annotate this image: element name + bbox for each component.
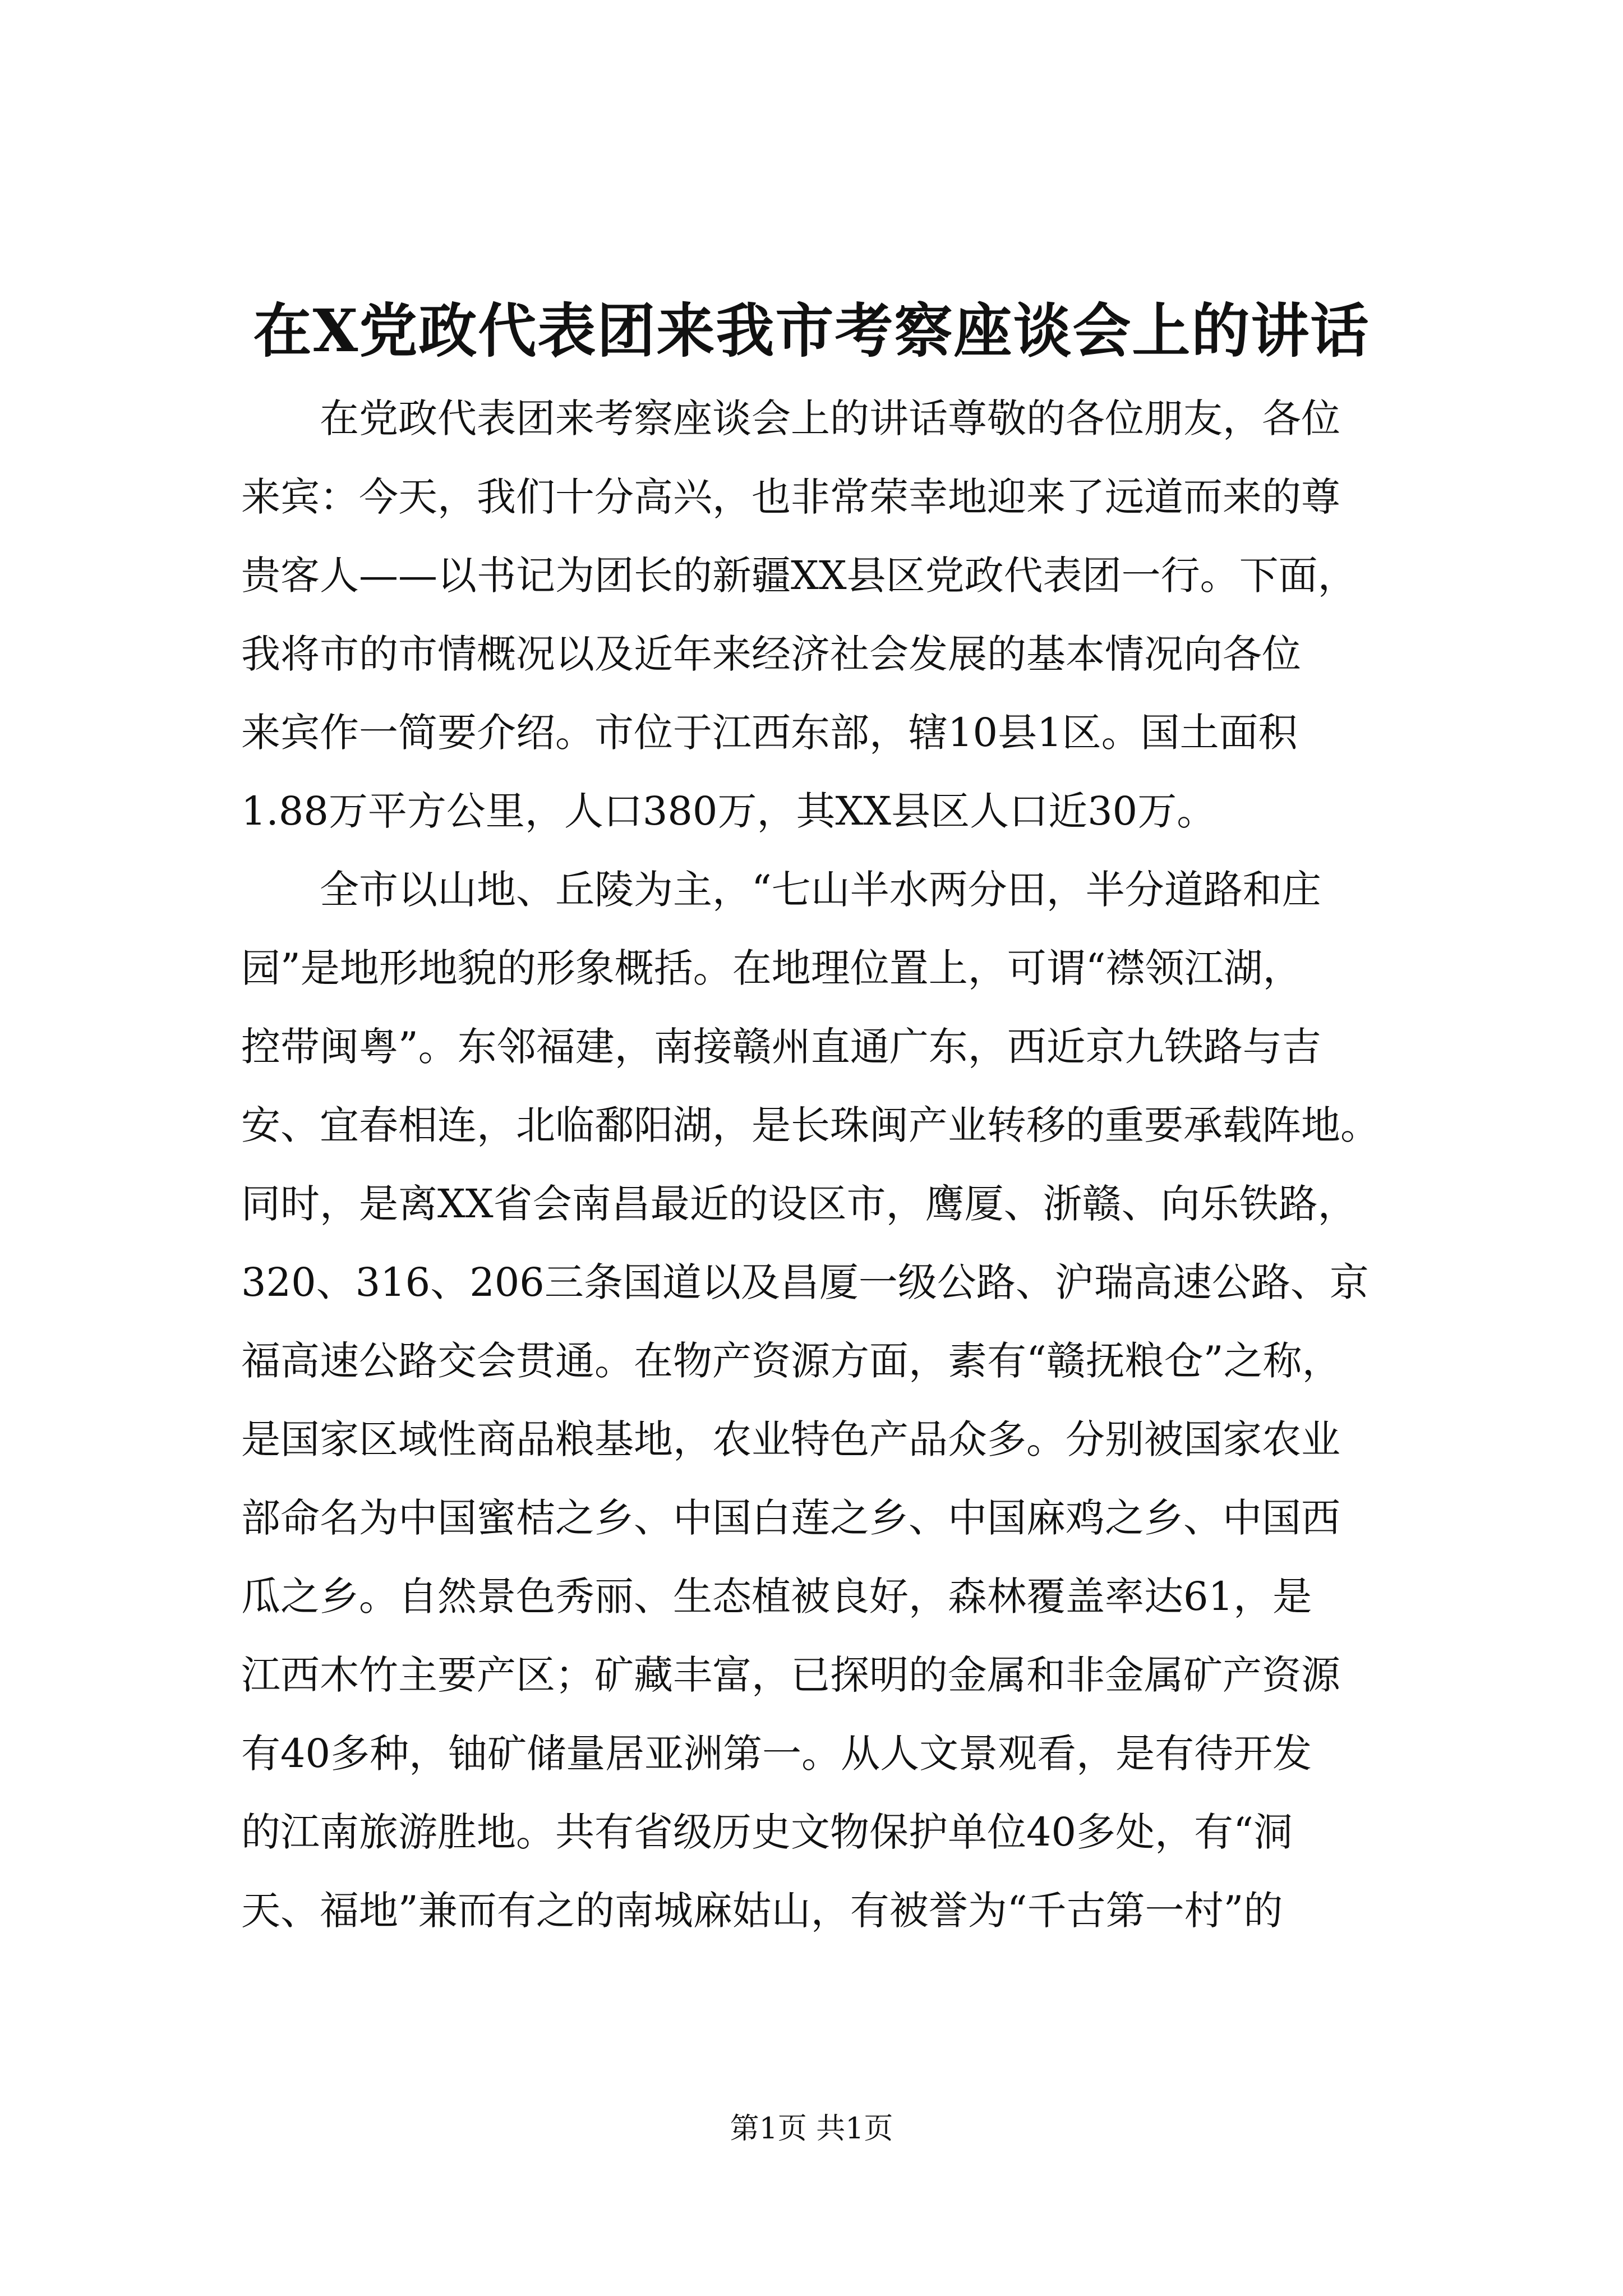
text-line: 安、宜春相连，北临鄱阳湖，是长珠闽产业转移的重要承载阵地。 bbox=[241, 1102, 1380, 1148]
text-line: 同时，是离XX省会南昌最近的设区市，鹰厦、浙赣、向乐铁路， bbox=[241, 1181, 1357, 1227]
text-line: 在党政代表团来考察座谈会上的讲话尊敬的各位朋友，各位 bbox=[241, 395, 1340, 441]
text-line: 福高速公路交会贯通。在物产资源方面，素有“赣抚粮仓”之称， bbox=[241, 1338, 1341, 1384]
text-line: 我将市的市情概况以及近年来经济社会发展的基本情况向各位 bbox=[241, 631, 1301, 677]
text-line: 贵客人——以书记为团长的新疆XX县区党政代表团一行。下面， bbox=[241, 553, 1357, 599]
text-line: 的江南旅游胜地。共有省级历史文物保护单位40多处，有“洞 bbox=[241, 1809, 1293, 1855]
text-line: 控带闽粤”。东邻福建，南接赣州直通广东，西近京九铁路与吉 bbox=[241, 1024, 1321, 1070]
text-line: 瓜之乡。自然景色秀丽、生态植被良好，森林覆盖率达61，是 bbox=[241, 1573, 1312, 1619]
text-line: 江西木竹主要产区；矿藏丰富，已探明的金属和非金属矿产资源 bbox=[241, 1652, 1340, 1698]
document-body bbox=[241, 379, 1419, 1950]
text-line: 天、福地”兼而有之的南城麻姑山，有被誉为“千古第一村”的 bbox=[241, 1888, 1283, 1934]
text-line: 来宾作一简要介绍。市位于江西东部，辖10县1区。国土面积 bbox=[241, 710, 1298, 756]
text-line: 全市以山地、丘陵为主，“七山半水两分田，半分道路和庄 bbox=[241, 867, 1321, 913]
document-title: 在X党政代表团来我市考察座谈会上的讲话 bbox=[253, 296, 1370, 365]
text-line: 320、316、206三条国道以及昌厦一级公路、沪瑞高速公路、京 bbox=[241, 1259, 1369, 1305]
text-line: 是国家区域性商品粮基地，农业特色产品众多。分别被国家农业 bbox=[241, 1416, 1340, 1462]
text-line: 来宾：今天，我们十分高兴，也非常荣幸地迎来了远道而来的尊 bbox=[241, 474, 1340, 520]
text-line: 有40多种，铀矿储量居亚洲第一。从人文景观看，是有待开发 bbox=[241, 1731, 1312, 1777]
text-line: 部命名为中国蜜桔之乡、中国白莲之乡、中国麻鸡之乡、中国西 bbox=[241, 1495, 1340, 1541]
text-line: 1.88万平方公里，人口380万，其XX县区人口近30万。 bbox=[241, 788, 1216, 834]
page-footer: 第1页 共1页 bbox=[730, 2112, 893, 2146]
text-line: 园”是地形地貌的形象概括。在地理位置上，可谓“襟领江湖， bbox=[241, 945, 1302, 991]
